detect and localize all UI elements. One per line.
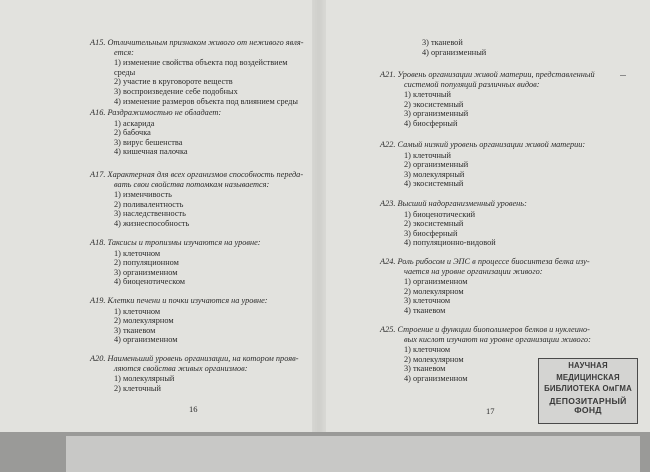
question-a23: [380, 199, 630, 248]
answer-options: [380, 210, 630, 248]
answer-option: 3) клеточном: [404, 296, 451, 306]
question-a17: [90, 170, 308, 229]
answer-option: 4) популяционно-видовой: [404, 238, 496, 248]
answer-options: [90, 119, 308, 157]
question-text: Отличительным признаком живого от неживого явля-: [107, 38, 304, 47]
continued-options: [398, 38, 638, 57]
answer-option: 3) биосферный: [404, 228, 458, 238]
question-number: A21.: [380, 70, 396, 79]
answer-option: 3) организменный: [404, 109, 469, 119]
answer-options: [90, 190, 308, 228]
stamp-line: ДЕПОЗИТАРНЫЙ: [549, 395, 627, 406]
question-number: A17.: [90, 170, 106, 179]
answer-option: 4) изменение размеров объекта под влиянием среды: [114, 96, 298, 106]
question-a19: [90, 296, 308, 345]
answer-option: 2) молекулярном: [404, 286, 464, 296]
answer-option: 3) тканевом: [114, 325, 156, 335]
answer-option: 1) биоценотический: [404, 209, 476, 219]
page-number: 17: [486, 406, 495, 416]
answer-option: 4) биосферный: [404, 118, 458, 128]
answer-option: 2) молекулярном: [404, 354, 464, 364]
answer-option: 2) бабочка: [114, 128, 151, 138]
answer-options: [90, 58, 308, 106]
answer-option: 3) наследственность: [114, 209, 186, 219]
answer-options: [380, 90, 630, 128]
question-a16: [90, 108, 308, 157]
question-number: A16.: [90, 108, 106, 117]
question-text: Самый низкий уровень организации живой материи:: [397, 140, 586, 149]
answer-option: 1) изменчивость: [114, 190, 172, 200]
answer-option: 4) кишечная палочка: [114, 147, 188, 157]
stamp-line: БИБЛИОТЕКА ОмГМА: [544, 384, 632, 394]
answer-option: 1) клеточный: [404, 150, 451, 160]
question-number: A20.: [90, 354, 106, 363]
question-number: A18.: [90, 238, 106, 247]
answer-option: 2) экосистемный: [404, 219, 464, 229]
question-text: ется:: [114, 47, 134, 57]
answer-option: 4) организменном: [114, 335, 178, 345]
answer-option: 3) воспроизведение себе подобных: [114, 86, 238, 96]
answer-options: [90, 249, 308, 287]
question-text: ляются свойства живых организмов:: [114, 363, 248, 373]
question-text: Раздражимостью не обладает:: [107, 108, 222, 117]
answer-option: 3) тканевой: [422, 38, 463, 47]
answer-option: 4) организменный: [422, 47, 487, 57]
question-text: Характерная для всех организмов способность переда-: [107, 170, 304, 179]
question-text: системой популяций различных видов:: [404, 79, 540, 89]
answer-option: 1) молекулярный: [114, 374, 175, 384]
question-a20: [90, 354, 308, 393]
answer-option: 2) экосистемный: [404, 99, 464, 109]
question-text: Уровень организации живой материи, представленный: [397, 70, 595, 79]
answer-option: 2) организменный: [404, 160, 469, 170]
answer-option: 4) экосистемный: [404, 179, 464, 189]
answer-options: [380, 151, 630, 189]
answer-option: 2) молекулярном: [114, 316, 174, 326]
answer-option: 1) аскарида: [114, 118, 155, 128]
question-number: A23.: [380, 199, 396, 208]
answer-options: [380, 277, 630, 315]
answer-option: 2) участие в круговороте веществ: [114, 77, 233, 87]
answer-option: 4) тканевом: [404, 305, 446, 315]
question-a18: [90, 238, 308, 287]
answer-option: 3) тканевом: [404, 364, 446, 374]
question-number: A25.: [380, 325, 396, 334]
answer-option: 2) поливалентность: [114, 199, 184, 209]
answer-option: 1) клеточный: [404, 90, 451, 100]
stamp-line: НАУЧНАЯ: [568, 361, 608, 370]
question-text: Строение и функции биополимеров белков и нуклеино-: [397, 325, 590, 334]
left-page: [0, 0, 318, 432]
answer-option: 1) клеточном: [404, 345, 451, 355]
question-text: вать свои свойства потомкам называется:: [114, 179, 270, 189]
question-text: Роль рибосом и ЭПС в процессе биосинтеза белка изу-: [397, 257, 590, 266]
answer-option: 3) организменном: [114, 267, 178, 277]
scanner-panel: [66, 436, 640, 472]
answer-options: [398, 38, 638, 57]
question-number: A22.: [380, 140, 396, 149]
question-text: вых кислот изучают на уровне организации живого:: [404, 334, 591, 344]
answer-option: 4) биоценотическом: [114, 277, 186, 287]
question-text: Наименьший уровень организации, на котором прояв-: [107, 354, 299, 363]
question-a24: [380, 257, 630, 316]
answer-option: 1) клеточном: [114, 306, 161, 316]
library-stamp: [538, 358, 638, 424]
answer-option: 2) клеточный: [114, 383, 161, 393]
answer-option: 4) организменном: [404, 373, 468, 383]
page-number: 16: [189, 404, 198, 414]
question-text: чается на уровне организации живого:: [404, 266, 543, 276]
question-text: Таксисы и тропизмы изучаются на уровне:: [107, 238, 261, 247]
answer-options: [90, 374, 308, 393]
question-number: A15.: [90, 38, 106, 47]
answer-option: 3) молекулярный: [404, 169, 465, 179]
question-number: A24.: [380, 257, 396, 266]
answer-option: 1) организменном: [404, 277, 468, 287]
question-number: A19.: [90, 296, 106, 305]
answer-option: 2) популяционном: [114, 258, 179, 268]
answer-option: 1) изменение свойства объекта под воздействием среды: [114, 58, 288, 77]
question-text: Клетки печени и почки изучаются на уровне:: [107, 296, 268, 305]
answer-option: 4) жизнеспособность: [114, 218, 190, 228]
scanner-background: [0, 432, 650, 472]
answer-options: [90, 307, 308, 345]
stamp-line: МЕДИЦИНСКАЯ: [556, 372, 620, 382]
answer-option: 1) клеточном: [114, 248, 161, 258]
question-a21: [380, 70, 630, 129]
question-text: Высший надорганизменный уровень:: [397, 199, 527, 208]
question-a15: [90, 38, 308, 106]
answer-option: 3) вирус бешенства: [114, 137, 183, 147]
stamp-line: ФОНД: [574, 405, 602, 416]
margin-mark: [620, 75, 626, 76]
question-a22: [380, 140, 630, 189]
